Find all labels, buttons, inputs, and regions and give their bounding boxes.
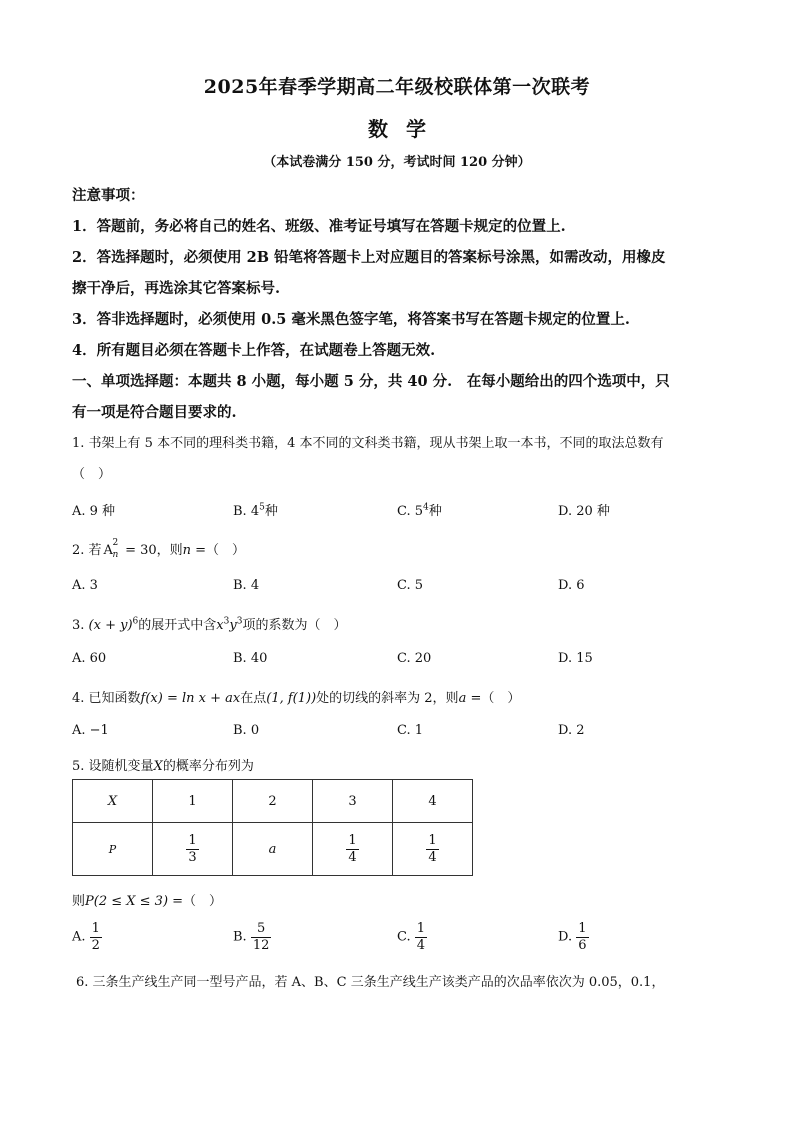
option-b: B. 40	[233, 651, 268, 666]
question-3-stem: 3. $(x + y)^6$的展开式中含$x^3y^3$项的系数为（ ）	[72, 616, 347, 633]
table-cell: a	[233, 823, 313, 876]
option-c: C. $5^4$种	[397, 502, 442, 519]
table-cell: 4	[393, 780, 473, 823]
question-4-options	[72, 723, 722, 745]
option-a: A. 9 种	[72, 504, 116, 519]
question-5-stem: 5. 设随机变量X的概率分布列为	[72, 759, 254, 774]
option-a: A. 3	[72, 578, 98, 593]
option-c: C. 1	[397, 723, 424, 738]
table-cell: $\frac{1}{4}$	[313, 823, 393, 876]
question-5-options	[72, 922, 722, 962]
probability-table	[72, 779, 473, 876]
table-row	[73, 823, 473, 876]
option-d: D. 15	[558, 651, 593, 666]
option-d: D. 2	[558, 723, 585, 738]
question-1-options	[72, 500, 722, 522]
instructions-heading: 注意事项：	[72, 187, 145, 204]
instruction-item: 擦干净后，再选涂其它答案标号.	[72, 280, 281, 297]
option-a: A. $\frac{1}{2}$	[72, 921, 100, 953]
question-1-stem: 1. 书架上有 5 本不同的理科类书籍，4 本不同的文科类书籍，现从书架上取一本书，不同的取法总数有	[72, 436, 664, 451]
option-d: D. $\frac{1}{6}$	[558, 921, 587, 953]
option-b: B. $4^5$种	[233, 502, 278, 519]
exam-note: （本试卷满分 150 分，考试时间 120 分钟）	[263, 155, 531, 170]
question-1-blank: （ ）	[72, 467, 112, 482]
question-3-options	[72, 651, 722, 673]
table-row	[73, 780, 473, 823]
table-cell: $\frac{1}{3}$	[153, 823, 233, 876]
option-c: C. $\frac{1}{4}$	[397, 921, 426, 953]
option-c: C. 5	[397, 578, 424, 593]
option-a: A. −1	[72, 723, 109, 738]
option-b: B. 0	[233, 723, 260, 738]
table-cell: X	[73, 780, 153, 823]
question-6-stem: 6. 三条生产线生产同一型号产品，若 A、B、C 三条生产线生产该类产品的次品率依次为 0.05，0.1，	[76, 975, 665, 990]
section-heading: 一、单项选择题：本题共 8 小题，每小题 5 分，共 40 分. 在每小题给出的四个选项中，只	[72, 373, 670, 390]
question-5-ask: 则P(2 ≤ X ≤ 3) =（ ）	[72, 894, 223, 909]
instruction-item: 3．答非选择题时，必须使用 0.5 毫米黑色签字笔，将答案书写在答题卡规定的位置上.	[72, 311, 630, 328]
option-b: B. $\frac{5}{12}$	[233, 921, 270, 953]
option-c: C. 20	[397, 651, 432, 666]
option-d: D. 20 种	[558, 504, 610, 519]
option-a: A. 60	[72, 651, 107, 666]
table-cell: 1	[153, 780, 233, 823]
exam-title: 2025年春季学期高二年级校联体第一次联考	[203, 76, 591, 98]
table-cell: P	[73, 823, 153, 876]
section-heading-cont: 有一项是符合题目要求的.	[72, 404, 237, 421]
table-cell: $\frac{1}{4}$	[393, 823, 473, 876]
instruction-item: 2．答选择题时，必须使用 2B 铅笔将答题卡上对应题目的答案标号涂黑，如需改动，用橡皮	[72, 249, 666, 266]
subject-title: 数学	[368, 117, 444, 141]
instruction-item: 1．答题前，务必将自己的姓名、班级、准考证号填写在答题卡规定的位置上.	[72, 218, 566, 235]
option-d: D. 6	[558, 578, 585, 593]
question-2-options	[72, 578, 722, 600]
table-cell: 2	[233, 780, 313, 823]
question-4-stem: 4. 已知函数f(x) = ln x + ax在点(1, f(1))处的切线的斜率为 2，则a =（ ）	[72, 691, 521, 706]
option-b: B. 4	[233, 578, 260, 593]
table-cell: 3	[313, 780, 393, 823]
question-2-stem: 2. 若 A 2 n = 30，则n =（ ）	[72, 538, 246, 560]
instruction-item: 4．所有题目必须在答题卡上作答，在试题卷上答题无效.	[72, 342, 436, 359]
